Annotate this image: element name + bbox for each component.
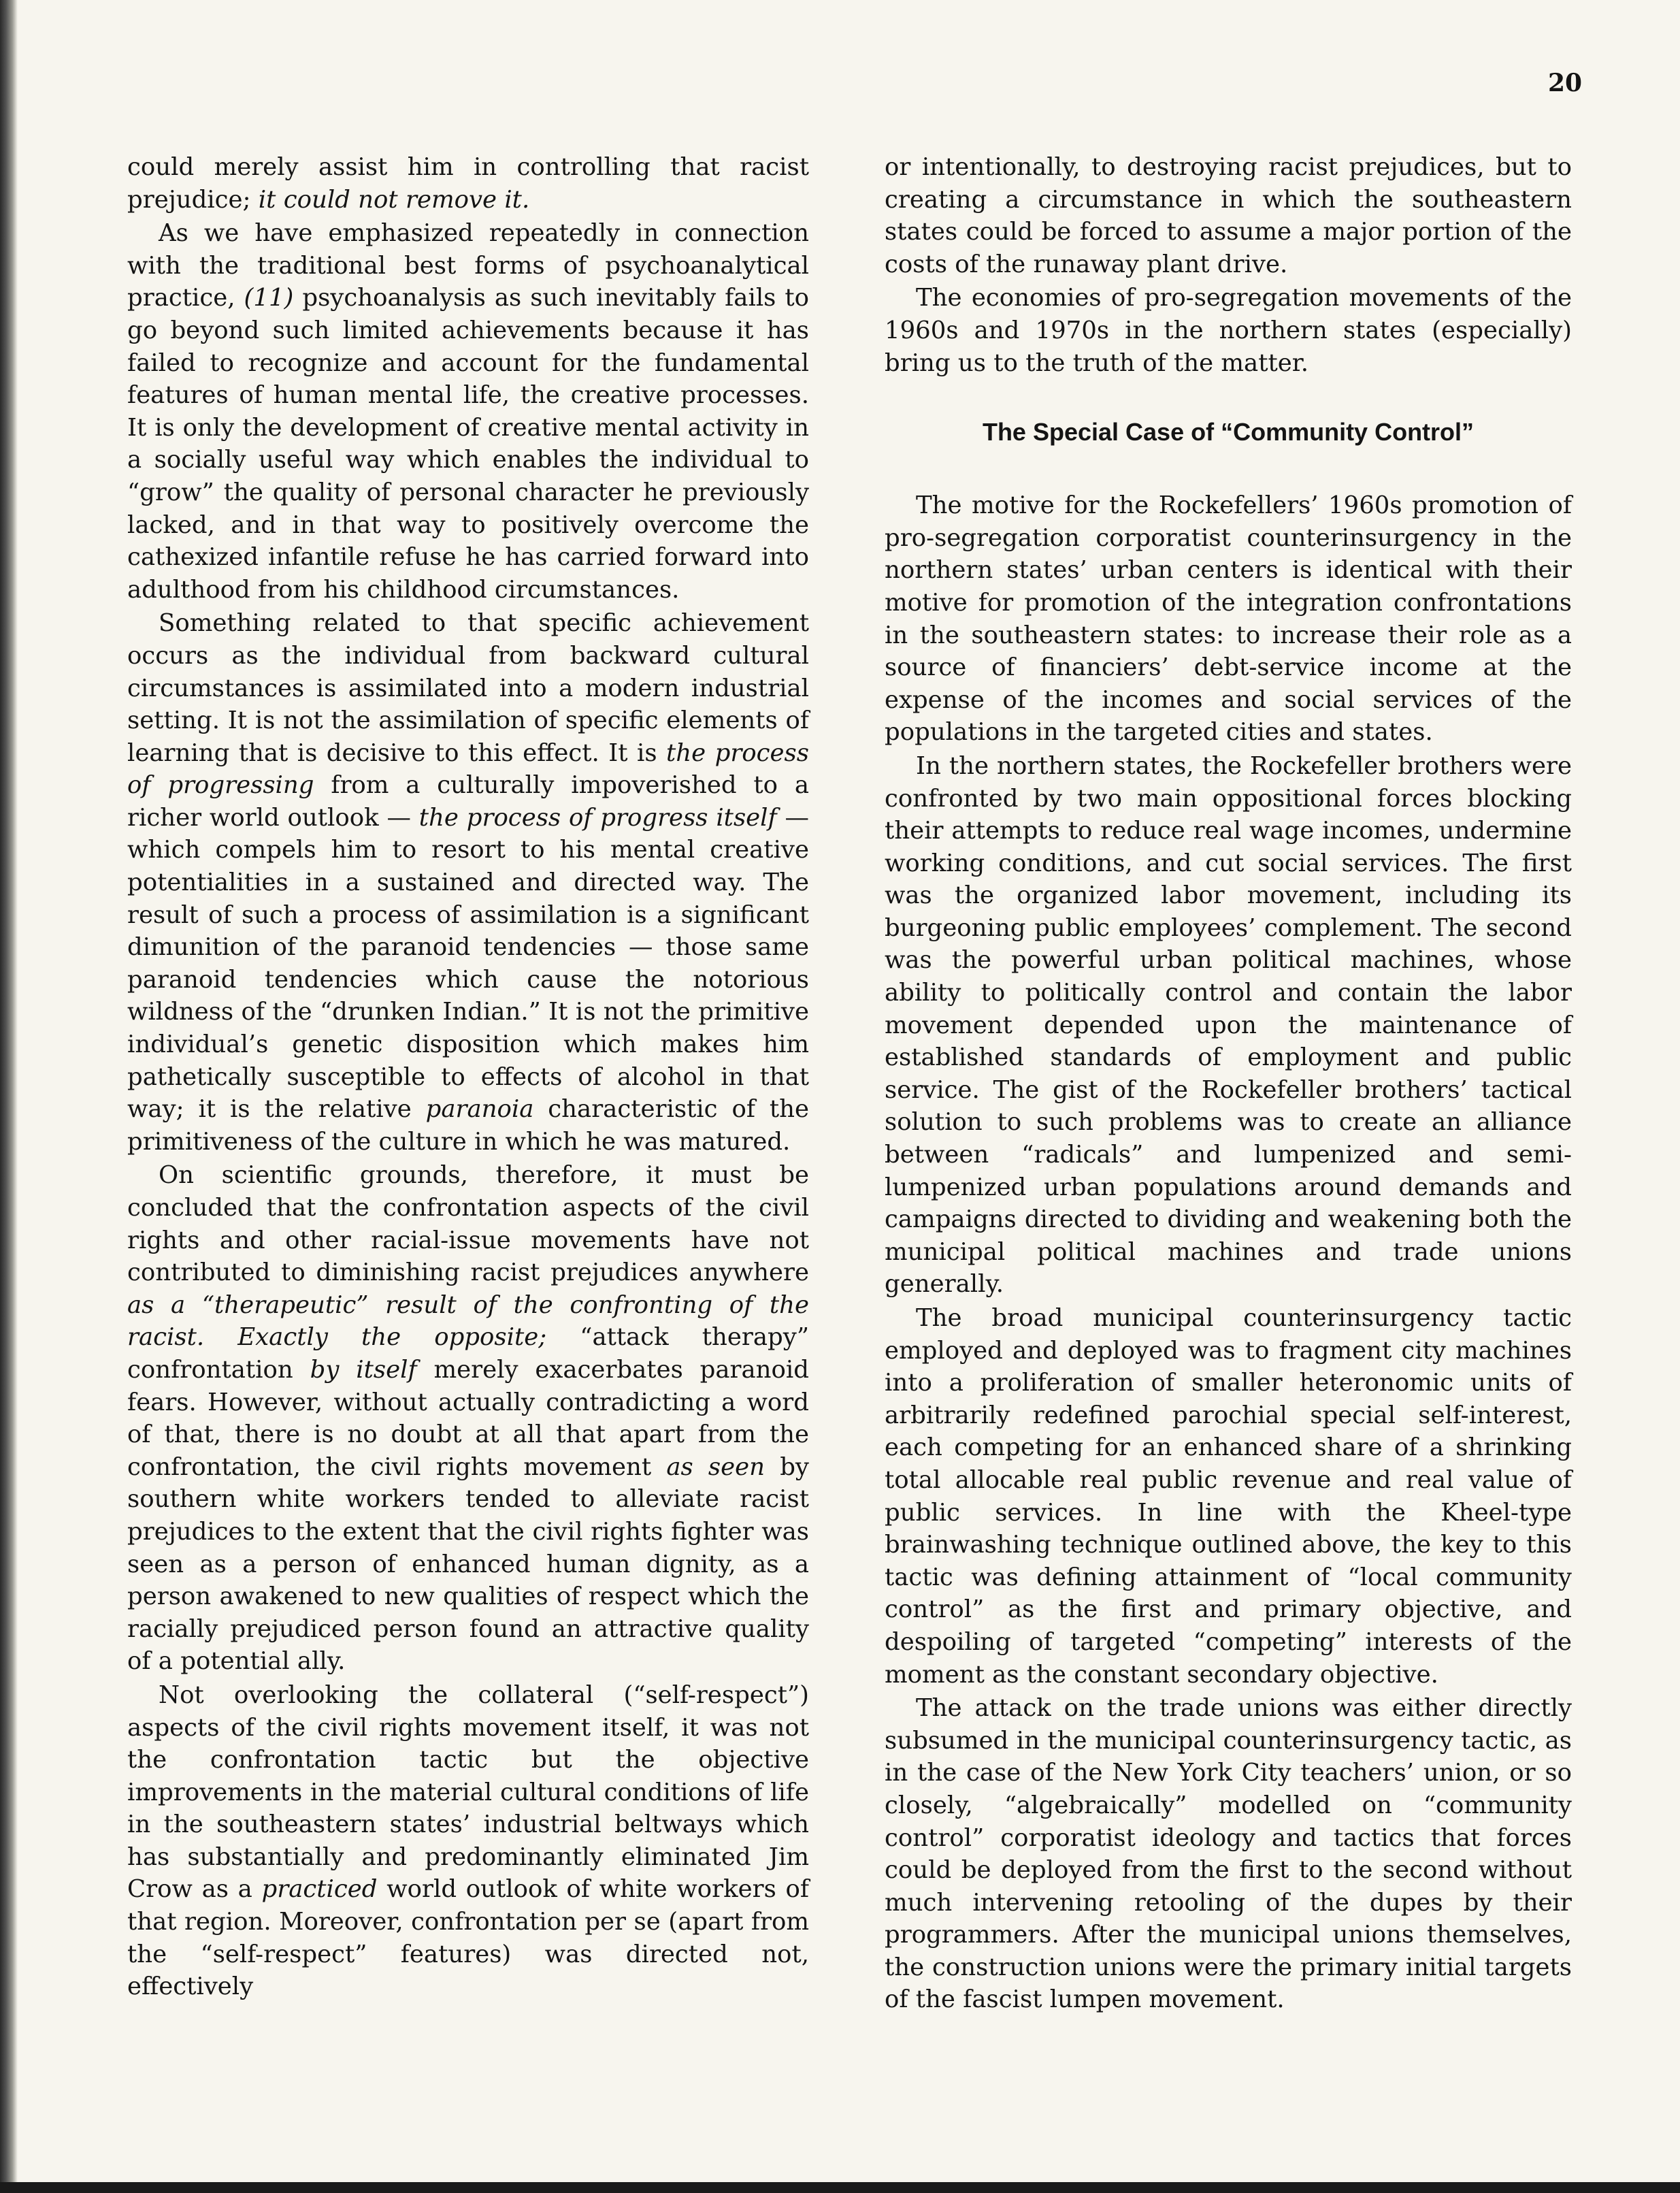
italic-text: as seen — [666, 1452, 765, 1481]
text-run: — which compels him to resort to his mental creative potentialities in a sustained and directed way. The result of such a process of assimilation is a significant dimunition of the paranoid tendencies — those same paranoid tendencies which cause the notorious wildness of the “drunken Indian.” It is not the primitive individual’s genetic disposition which makes him pathetically susceptible to effects of alcohol in that way; it is the relative — [127, 803, 809, 1124]
paragraph — [127, 607, 809, 1158]
paragraph: or intentionally, to destroying racist prejudices, but to creating a circumstance in which the southeastern states could be forced to assume a major portion of the costs of the runaway plant drive. — [885, 153, 1572, 278]
text-run: On scientific grounds, therefore, it must be concluded that the confrontation aspects of the civil rights and other racial-issue movements have not contributed to diminishing racist prejudices anywhere — [127, 1161, 809, 1287]
italic-text: it could not remove it. — [258, 185, 530, 214]
italic-text: the process of progressing — [127, 738, 809, 800]
text-run: “attack therapy” confrontation — [127, 1323, 809, 1384]
text-run: psychoanalysis as such inevitably fails to go beyond such limited achievements because it has failed to recognize and account for the fundamental features of human mental life, the creative processes. It is only the development of creative mental activity in a socially useful way which enables the individual to “grow” the quality of personal character he previously lacked, and in that way to positively overcome the cathexized infantile refuse he has carried forward into adulthood from his childhood circumstances. — [127, 284, 809, 604]
italic-text: the process of progress itself — [418, 803, 777, 832]
text-run: characteristic of the primitiveness of the culture in which he was matured. — [127, 1095, 810, 1156]
text-run: Not overlooking the collateral (“self-respect”) aspects of the civil rights movement itself, it was not the confrontation tactic but the objective improvements in the material cultural conditions of life in the southeastern states’ industrial beltways which has substantially and predominantly eliminated Jim Crow as a — [127, 1680, 809, 1904]
paragraph: In the northern states, the Rockefeller brothers were confronted by two main oppositional forces blocking their attempts to reduce real wage incomes, undermine working conditions, and cut social services. The first was the organized labor movement, including its burgeoning public employees’ complement. The second was the powerful urban political machines, whose ability to politically control and contain the labor movement depended upon the maintenance of established standards of employment and public service. The gist of the Rockefeller brothers’ tactical solution to such problems was to create an alliance between “radicals” and lumpenized and semi-lumpenized urban populations around demands and campaigns directed to dividing and weakening both the municipal political machines and trade unions generally. — [885, 751, 1572, 1299]
paragraph: The motive for the Rockefellers’ 1960s promotion of pro-segregation corporatist counterinsurgency in the northern states’ urban centers is identical with their motive for promotion of the integration confrontations in the southeastern states: to increase their role as a source of financiers’ debt-service income at the expense of the incomes and social services of the populations in the targeted cities and states. — [885, 491, 1572, 747]
italic-text: by itself — [310, 1355, 417, 1384]
section-heading: The Special Case of “Community Control” — [982, 418, 1475, 446]
page-binding-edge — [0, 0, 18, 2193]
text-run: by southern white workers tended to alleviate racist prejudices to the extent that the civil rights fighter was seen as a person of enhanced human dignity, as a person awakened to new qualities of respect which the racially prejudiced person found an attractive quality of a potential ally. — [127, 1452, 809, 1676]
paragraph — [127, 151, 809, 216]
scan-bottom-edge — [0, 2182, 1680, 2193]
right-column — [885, 151, 1572, 2016]
paragraph — [127, 1159, 809, 1678]
paragraph — [127, 217, 809, 606]
paragraph — [127, 1679, 809, 2003]
italic-text: practiced — [261, 1875, 378, 1904]
text-run: from a culturally impoverished to a richer world outlook — — [127, 771, 810, 832]
text-run: world outlook of white workers of that region. Moreover, confrontation per se (apart from the “self-respect” features) was directed not, effectively — [127, 1875, 809, 2001]
text-run: merely exacerbates paranoid fears. However, without actually contradicting a word of that, there is no doubt at all that apart from the confrontation, the civil rights movement — [127, 1355, 809, 1481]
paragraph: The broad municipal counterinsurgency tactic employed and deployed was to fragment city machines into a proliferation of smaller heteronomic units of arbitrarily redefined parochial special self-interest, each competing for an enhanced share of a shrinking total allocable real public revenue and real value of public services. In line with the Kheel-type brainwashing technique outlined above, the key to this tactic was defining attainment of “local community control” as the first and primary objective, and despoiling of targeted “competing” interests of the moment as the constant secondary objective. — [885, 1304, 1572, 1689]
italic-text: as a “therapeutic” result of the confronting of the racist. Exactly the opposite; — [127, 1290, 809, 1352]
italic-text: paranoia — [425, 1095, 534, 1124]
text-run: As we have emphasized repeatedly in connection with the traditional best forms of psychoanalytical practice, — [127, 219, 809, 312]
paragraph: The attack on the trade unions was either directly subsumed in the municipal counterinsurgency tactic, as in the case of the New York City teachers’ union, or so closely, “algebraically” modelled on “community control” corporatist ideology and tactics that forces could be deployed from the first to the second without much intervening retooling of the dupes by their programmers. After the municipal unions themselves, the construction unions were the primary initial targets of the fascist lumpen movement. — [885, 1694, 1572, 2014]
left-column — [127, 151, 809, 2003]
footnote-reference: (11) — [244, 284, 294, 312]
page-number: 20 — [1548, 69, 1583, 97]
paragraph: The economies of pro-segregation movements of the 1960s and 1970s in the northern states (especially) bring us to the truth of the matter. — [885, 284, 1572, 377]
text-run: Something related to that specific achievement occurs as the individual from backward cultural circumstances is assimilated into a modern industrial setting. It is not the assimilation of specific elements of learning that is decisive to this effect. It is — [127, 609, 809, 767]
text-run: could merely assist him in controlling that racist prejudice; — [127, 153, 809, 214]
